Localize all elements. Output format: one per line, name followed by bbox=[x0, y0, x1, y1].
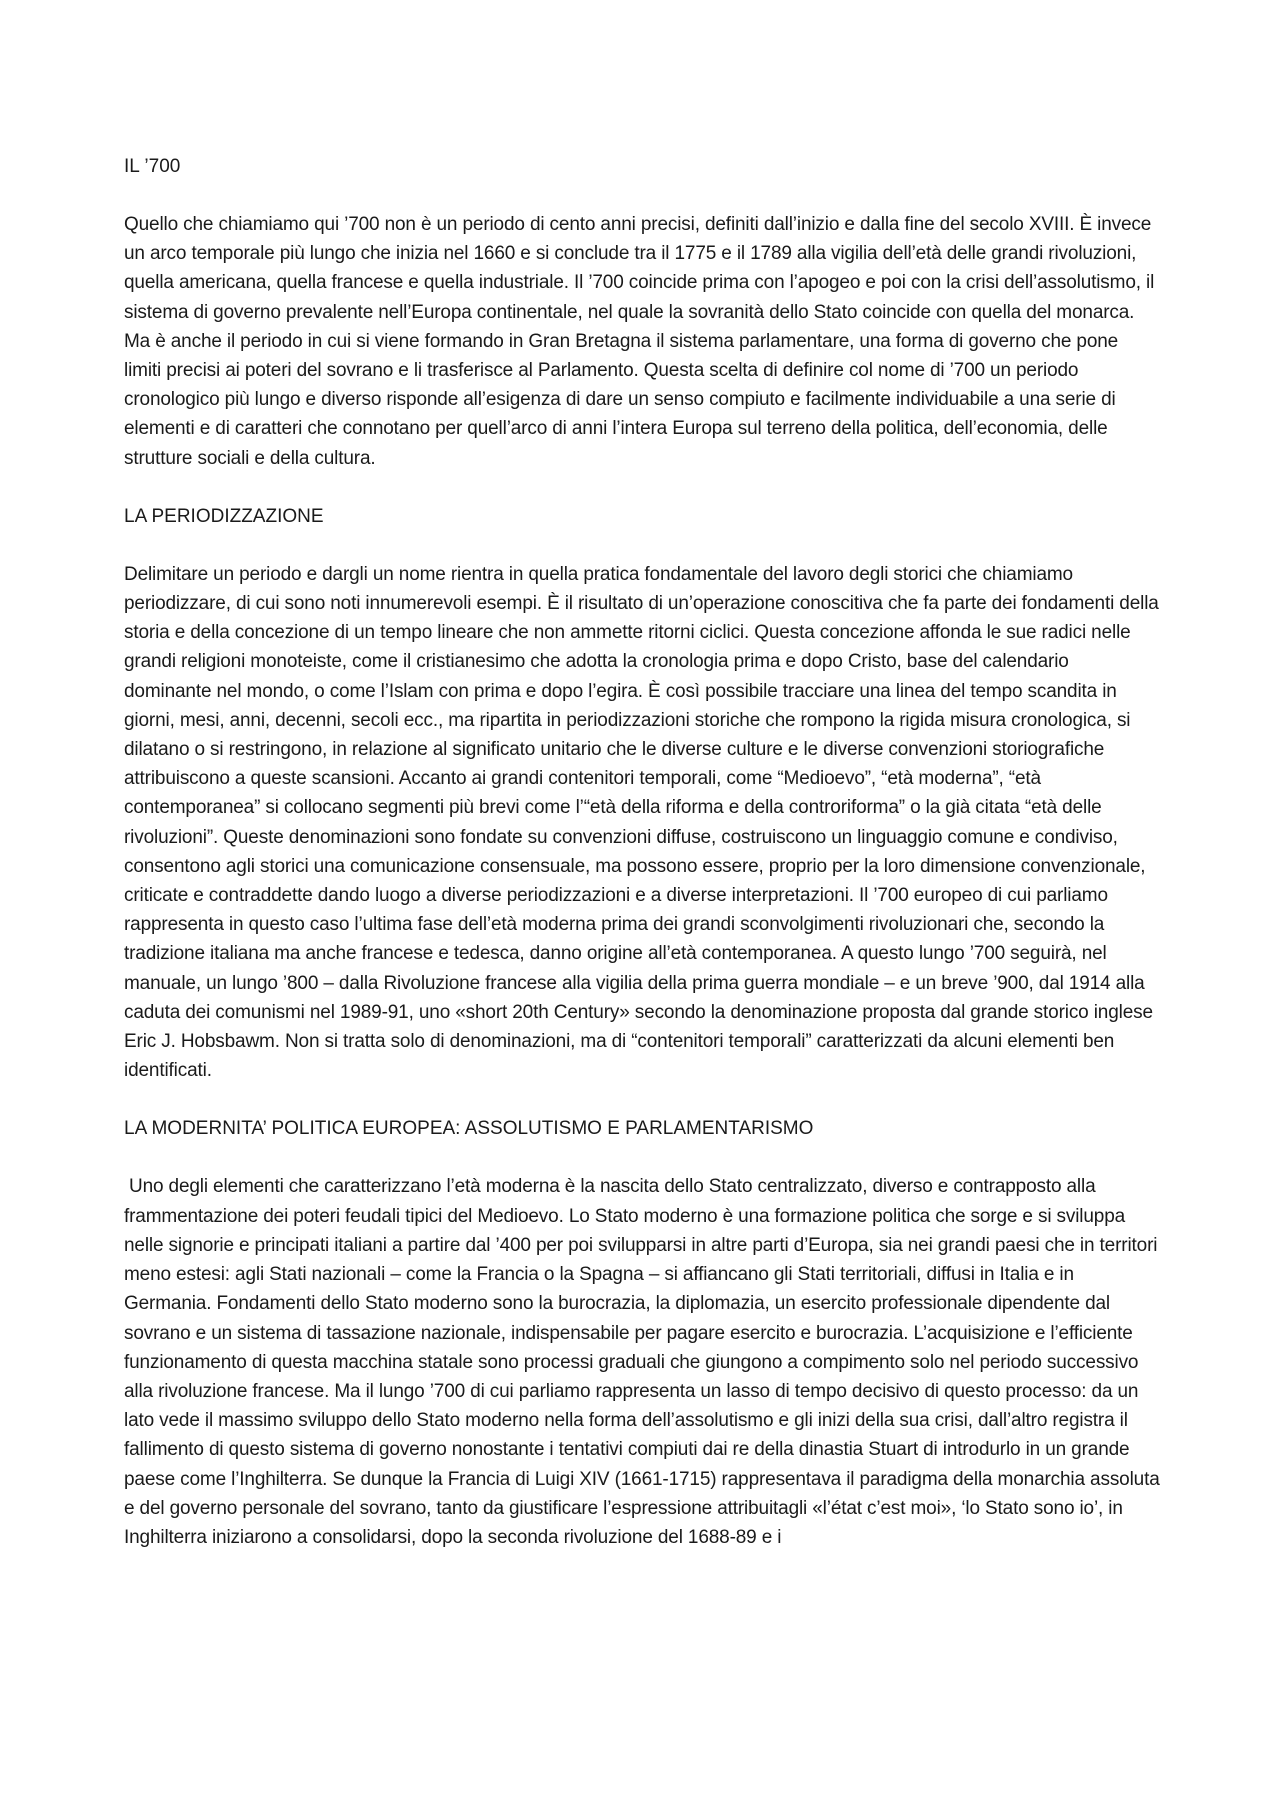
section-heading-modernita-politica: LA MODERNITA’ POLITICA EUROPEA: ASSOLUTISMO E PARLAMENTARISMO bbox=[124, 1118, 814, 1140]
document-body bbox=[124, 152, 1160, 1581]
section-paragraph-modernita-politica: Uno degli elementi che caratterizzano l’età moderna è la nascita dello Stato centralizzato, diverso e contrapposto alla frammentazione dei poteri feudali tipici del Medioevo. Lo Stato moderno è una formazione politica che sorge e si sviluppa nelle signorie e principati italiani a partire dal ’400 per poi svilupparsi in altre parti d’Europa, sia nei grandi paesi che in territori meno estesi: agli Stati nazionali – come la Francia o la Spagna – si affiancano gli Stati territoriali, diffusi in Italia e in Germania. Fondamenti dello Stato moderno sono la burocrazia, la diplomazia, un esercito professionale dipendente dal sovrano e un sistema di tassazione nazionale, indispensabile per pagare esercito e burocrazia. L’acquisizione e l’efficiente funzionamento di questa macchina statale sono processi graduali che giungono a compimento solo nel periodo successivo alla rivoluzione francese. Ma il lungo ’700 di cui parliamo rappresenta un lasso di tempo decisivo di questo processo: da un lato vede il massimo sviluppo dello Stato moderno nella forma dell’assolutismo e gli inizi della sua crisi, dall’altro registra il fallimento di questo sistema di governo nonostante i tentativi compiuti dai re della dinastia Stuart di introdurlo in un grande paese come l’Inghilterra. Se dunque la Francia di Luigi XIV (1661-1715) rappresentava il paradigma della monarchia assoluta e del governo personale del sovrano, tanto da giustificare l’espressione attribuitagli «l’état c’est moi», ‘lo Stato sono io’, in Inghilterra iniziarono a consolidarsi, dopo la seconda rivoluzione del 1688-89 e i bbox=[124, 1176, 1160, 1548]
section-paragraph-il-700: Quello che chiamiamo qui ’700 non è un periodo di cento anni precisi, definiti dall’inizio e dalla fine del secolo XVIII. È invece un arco temporale più lungo che inizia nel 1660 e si conclude tra il 1775 e il 1789 alla vigilia dell’età delle grandi rivoluzioni, quella americana, quella francese e quella industriale. Il ’700 coincide prima con l’apogeo e poi con la crisi dell’assolutismo, il sistema di governo prevalente nell’Europa continentale, nel quale la sovranità dello Stato coincide con quella del monarca. Ma è anche il periodo in cui si viene formando in Gran Bretagna il sistema parlamentare, una forma di governo che pone limiti precisi ai poteri del sovrano e li trasferisce al Parlamento. Questa scelta di definire col nome di ’700 un periodo cronologico più lungo e diverso risponde all’esigenza di dare un senso compiuto e facilmente individuabile a una serie di elementi e di caratteri che connotano per quell’arco di anni l’intera Europa sul terreno della politica, dell’economia, delle strutture sociali e della cultura. bbox=[124, 214, 1155, 469]
section-heading-il-700: IL ’700 bbox=[124, 156, 181, 177]
section-paragraph-periodizzazione: Delimitare un periodo e dargli un nome rientra in quella pratica fondamentale del lavoro degli storici che chiamiamo periodizzare, di cui sono noti innumerevoli esempi. È il risultato di un’operazione conoscitiva che fa parte dei fondamenti della storia e della concezione di un tempo lineare che non ammette ritorni ciclici. Questa concezione affonda le sue radici nelle grandi religioni monoteiste, come il cristianesimo che adotta la cronologia prima e dopo Cristo, base del calendario dominante nel mondo, o come l’Islam con prima e dopo l’egira. È così possibile tracciare una linea del tempo scandita in giorni, mesi, anni, decenni, secoli ecc., ma ripartita in periodizzazioni storiche che rompono la rigida misura cronologica, si dilatano o si restringono, in relazione al significato unitario che le diverse culture e le diverse convenzioni storiografiche attribuiscono a queste scansioni. Accanto ai grandi contenitori temporali, come “Medioevo”, “età moderna”, “età contemporanea” si collocano segmenti più brevi come l’“età della riforma e della controriforma” o la già citata “età delle rivoluzioni”. Queste denominazioni sono fondate su convenzioni diffuse, costruiscono un linguaggio comune e condiviso, consentono agli storici una comunicazione consensuale, ma possono essere, proprio per la loro dimensione convenzionale, criticate e contraddette dando luogo a diverse periodizzazioni e a diverse interpretazioni. Il ’700 europeo di cui parliamo rappresenta in questo caso l’ultima fase dell’età moderna prima dei grandi sconvolgimenti rivoluzionari che, secondo la tradizione italiana ma anche francese e tedesca, danno origine all’età contemporanea. A questo lungo ’700 seguirà, nel manuale, un lungo ’800 – dalla Rivoluzione francese alla vigilia della prima guerra mondiale – e un breve ’900, dal 1914 alla caduta dei comunismi nel 1989-91, uno «short 20th Century» secondo la denominazione proposta dal grande storico inglese Eric J. Hobsbawm. Non si tratta solo di denominazioni, ma di “contenitori temporali” caratterizzati da alcuni elementi ben identificati. bbox=[124, 563, 1159, 1082]
section-heading-periodizzazione: LA PERIODIZZAZIONE bbox=[124, 505, 324, 527]
